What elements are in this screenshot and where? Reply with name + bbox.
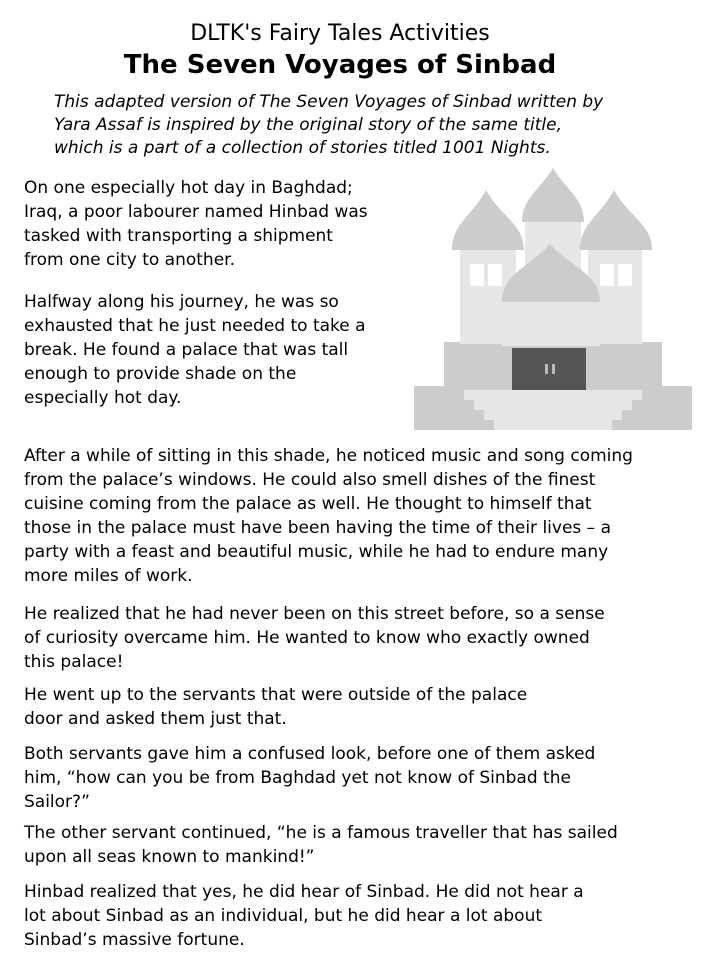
paragraph-line: of curiosity overcame him. He wanted to know who exactly owned [24,628,590,648]
paragraph-line: Both servants gave him a confused look, before one of them asked [24,744,596,764]
paragraph-line: from one city to another. [24,250,235,270]
paragraph-line: Iraq, a poor labourer named Hinbad was [24,202,368,222]
window [488,264,502,286]
intro-line: Yara Assaf is inspired by the original story of the same title, [54,115,563,135]
paragraph-line: Sinbad’s massive fortune. [24,930,245,950]
palace-door [512,348,586,390]
paragraph-line: He went up to the servants that were outside of the palace [24,685,528,705]
palace-step [484,410,622,420]
intro-line: This adapted version of The Seven Voyages of Sinbad written by [54,92,604,112]
story-paragraph-3 [24,444,704,588]
paragraph-line: tasked with transporting a shipment [24,226,333,246]
paragraph-line: break. He found a palace that was tall [24,340,349,360]
paragraph-line: cuisine coming from the palace as well. He thought to himself that [24,494,592,514]
dome-front [502,244,600,302]
paragraph-line: this palace! [24,652,124,672]
story-title: The Seven Voyages of Sinbad [123,50,557,80]
window [600,264,614,286]
palace-icon [414,168,692,430]
paragraph-line: exhausted that he just needed to take a [24,316,366,336]
site-title: DLTK's Fairy Tales Activities [190,21,490,46]
story-paragraph-1 [24,176,414,272]
paragraph-line: upon all seas known to mankind!” [24,847,315,867]
intro-note [54,91,694,160]
story-paragraph-5 [24,683,704,731]
paragraph-line: He realized that he had never been on this street before, so a sense [24,604,605,624]
paragraph-line: The other servant continued, “he is a famous traveller that has sailed [24,823,618,843]
story-paragraph-2 [24,290,414,410]
paragraph-line: Halfway along his journey, he was so [24,292,339,312]
paragraph-line: those in the palace must have been having the time of their lives – a [24,518,611,538]
paragraph-line: party with a feast and beautiful music, while he had to endure many [24,542,609,562]
door-handle [545,364,548,374]
paragraph-line: Hinbad realized that yes, he did hear of Sinbad. He did not hear a [24,882,584,902]
paragraph-line: On one especially hot day in Baghdad; [24,178,353,198]
dome-center [522,168,584,222]
paragraph-line: from the palace’s windows. He could also smell dishes of the finest [24,470,596,490]
paragraph-line: more miles of work. [24,566,193,586]
paragraph-line: especially hot day. [24,388,182,408]
palace-step [464,390,642,400]
paragraph-line: lot about Sinbad as an individual, but he did hear a lot about [24,906,543,926]
front-pavilion [502,298,600,346]
story-paragraph-7 [24,821,704,869]
paragraph-line: Sailor?” [24,792,90,812]
palace-drawing [414,168,692,430]
story-paragraph-6 [24,742,704,814]
paragraph-line: After a while of sitting in this shade, he noticed music and song coming [24,446,633,466]
intro-line: which is a part of a collection of stories titled 1001 Nights. [54,138,551,158]
door-handle [552,364,555,374]
story-paragraph-4 [24,602,704,674]
paragraph-line: door and asked them just that. [24,709,287,729]
paragraph-line: him, “how can you be from Baghdad yet not know of Sinbad the [24,768,571,788]
story-paragraph-8 [24,880,704,952]
paragraph-line: enough to provide shade on the [24,364,297,384]
window [618,264,632,286]
palace-step [494,420,612,430]
palace-step [474,400,632,410]
dome-left [452,190,524,250]
window [470,264,484,286]
dome-right [580,190,652,250]
